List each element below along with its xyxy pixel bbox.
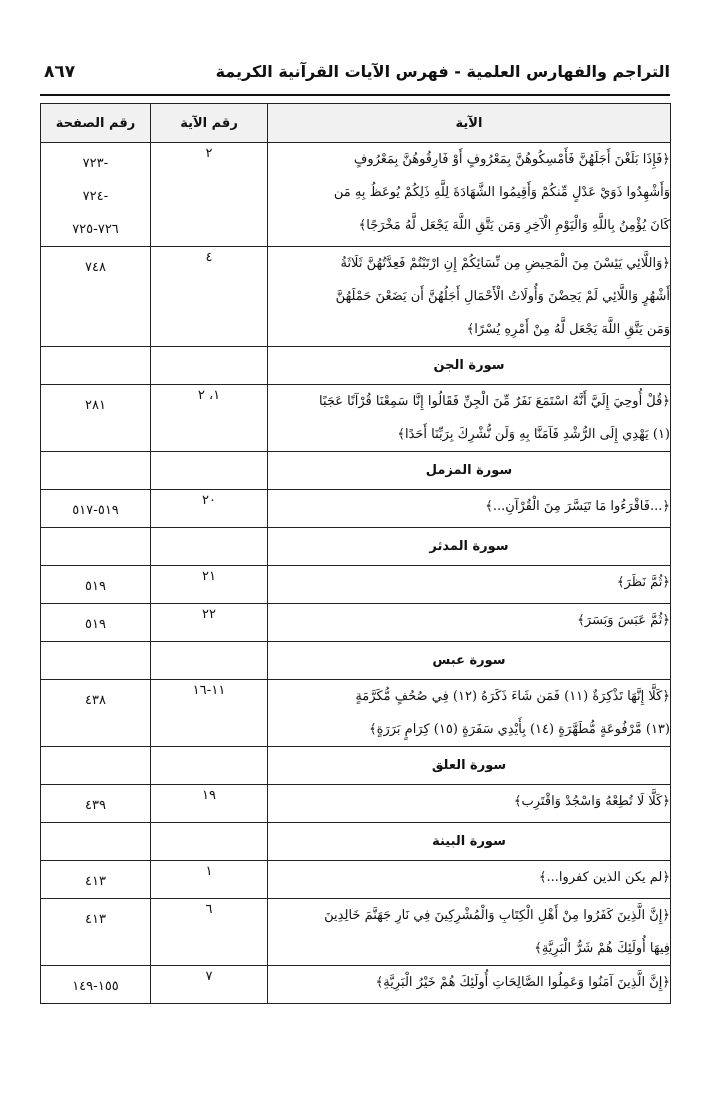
- page-reference: -٧٢٣: [82, 156, 109, 171]
- ayah-number-cell: ٢٢: [151, 604, 268, 642]
- page-number-cell: [41, 861, 151, 899]
- surah-name: سورة المزمل: [268, 452, 671, 490]
- ayah-text-cell: [268, 899, 671, 966]
- surah-heading-row: [41, 347, 671, 385]
- surah-heading-row: [41, 823, 671, 861]
- empty-cell: [151, 452, 268, 490]
- ayah-number-cell: ١٩: [151, 785, 268, 823]
- page-header: [40, 60, 670, 90]
- empty-cell: [151, 642, 268, 680]
- ayah-line: (١٣) مَّرْفُوعَةٍ مُّطَهَّرَةٍ (١٤) بِأَيْدِي سَفَرَةٍ (١٥) كِرَامٍ بَرَرَةٍ﴾: [369, 722, 670, 737]
- ayah-text-cell: [268, 785, 671, 823]
- ayah-line: ﴿إِنَّ الَّذِينَ كَفَرُوا مِنْ أَهْلِ الْكِتَابِ وَالْمُشْرِكِينَ فِي نَارِ جَهَنَّمَ خَالِدِينَ: [324, 908, 670, 923]
- running-title: التراجم والفهارس العلمية - فهرس الآيات القرآنية الكريمة: [215, 62, 670, 81]
- surah-name: سورة العلق: [268, 747, 671, 785]
- page-number-cell: [41, 966, 151, 1004]
- page-number: ٨٦٧: [44, 62, 76, 82]
- ayah-text-cell: [268, 143, 671, 247]
- ayah-text-cell: [268, 566, 671, 604]
- column-header-ayah-number: رقم الآية: [151, 104, 268, 143]
- surah-name: سورة المدثر: [268, 528, 671, 566]
- surah-heading-row: [41, 528, 671, 566]
- ayah-number-cell: ١، ٢: [151, 385, 268, 452]
- empty-cell: [151, 347, 268, 385]
- page-number-cell: [41, 899, 151, 966]
- surah-name: سورة عبس: [268, 642, 671, 680]
- surah-heading-row: [41, 747, 671, 785]
- ayah-number-cell: ٢٠: [151, 490, 268, 528]
- page-number-cell: [41, 604, 151, 642]
- ayah-line: كَانَ يُؤْمِنُ بِاللَّهِ وَالْيَوْمِ الْآخِرِ وَمَن يَتَّقِ اللَّهَ يَجْعَل لَّهُ مَخْرَجًا﴾: [358, 218, 670, 233]
- table-header-row: [41, 104, 671, 143]
- page-number-cell: [41, 247, 151, 347]
- ayah-number-cell: ٢: [151, 143, 268, 247]
- page-number-cell: [41, 566, 151, 604]
- empty-cell: [151, 747, 268, 785]
- empty-cell: [41, 642, 151, 680]
- ayah-line: فِيهَا أُولَئِكَ هُمْ شَرُّ الْبَرِيَّةِ﴾: [534, 941, 670, 956]
- empty-cell: [41, 528, 151, 566]
- ayah-line: ﴿كَلَّا إِنَّهَا تَذْكِرَةٌ (١١) فَمَن شَاءَ ذَكَرَهُ (١٢) فِي صُحُفٍ مُّكَرَّمَةٍ: [355, 689, 670, 704]
- column-header-page-number: رقم الصفحة: [41, 104, 151, 143]
- ayah-number-cell: ٢١: [151, 566, 268, 604]
- table-row: [41, 143, 671, 247]
- table-row: [41, 861, 671, 899]
- page-number-cell: [41, 385, 151, 452]
- ayah-line: ﴿كَلَّا لَا تُطِعْهُ وَاسْجُدْ وَاقْتَرِب﴾: [513, 794, 670, 809]
- page-reference: ٢٨١: [85, 398, 106, 413]
- empty-cell: [41, 452, 151, 490]
- ayah-line: ﴿وَاللَّائِي يَئِسْنَ مِنَ الْمَحِيضِ مِن نِّسَائِكُمْ إِنِ ارْتَبْتُمْ فَعِدَّتُهُنَّ ثَلَاثَةُ: [340, 256, 670, 271]
- ayah-line: (١) يَهْدِي إِلَى الرُّشْدِ فَآمَنَّا بِهِ وَلَن نُّشْرِكَ بِرَبِّنَا أَحَدًا﴾: [397, 427, 670, 442]
- page-reference: ٧٤٨: [85, 260, 106, 275]
- ayah-text-cell: [268, 861, 671, 899]
- header-divider: [40, 94, 670, 96]
- page-reference: ٤٣٩: [85, 798, 106, 813]
- page-reference: ٥١٩: [85, 617, 106, 632]
- ayah-index-table: [40, 103, 671, 1004]
- ayah-number-cell: ١: [151, 861, 268, 899]
- page-number-cell: [41, 490, 151, 528]
- ayah-number-cell: ٧: [151, 966, 268, 1004]
- table-row: [41, 385, 671, 452]
- page-number-cell: [41, 143, 151, 247]
- empty-cell: [41, 747, 151, 785]
- page-reference: ٧٢٦-٧٢٥: [72, 222, 119, 237]
- ayah-text-cell: [268, 247, 671, 347]
- ayah-line: ﴿لم يكن الذين كفروا...﴾: [538, 870, 670, 885]
- ayah-line: ﴿إِنَّ الَّذِينَ آمَنُوا وَعَمِلُوا الصَّالِحَاتِ أُولَئِكَ هُمْ خَيْرُ الْبَرِيَّةِ﴾: [375, 975, 670, 990]
- ayah-text-cell: [268, 680, 671, 747]
- table-body: [41, 143, 671, 1004]
- table-row: [41, 899, 671, 966]
- ayah-line: أَشْهُرٍ وَاللَّائِي لَمْ يَحِضْنَ وَأُولَاتُ الْأَحْمَالِ أَجَلُهُنَّ أَن يَضَعْنَ حَمْلَهُنَّ: [335, 289, 670, 304]
- empty-cell: [151, 823, 268, 861]
- ayah-number-cell: ١١-١٦: [151, 680, 268, 747]
- ayah-text-cell: [268, 490, 671, 528]
- page-number-cell: [41, 680, 151, 747]
- ayah-line: ﴿...فَاقْرَءُوا مَا تَيَسَّرَ مِنَ الْقُرْآنِ...﴾: [485, 499, 670, 514]
- empty-cell: [151, 528, 268, 566]
- ayah-line: ﴿فَإِذَا بَلَغْنَ أَجَلَهُنَّ فَأَمْسِكُوهُنَّ بِمَعْرُوفٍ أَوْ فَارِقُوهُنَّ بِمَعْرُوفٍ: [353, 152, 670, 167]
- table-row: [41, 490, 671, 528]
- surah-heading-row: [41, 642, 671, 680]
- page-reference: ٤١٣: [85, 874, 106, 889]
- ayah-line: ﴿ثُمَّ عَبَسَ وَبَسَرَ﴾: [577, 613, 670, 628]
- ayah-text-cell: [268, 385, 671, 452]
- ayah-line: ﴿قُلْ أُوحِيَ إِلَيَّ أَنَّهُ اسْتَمَعَ نَفَرٌ مِّنَ الْجِنِّ فَقَالُوا إِنَّا سَمِعْنَا قُرْآنًا عَجَبًا: [319, 394, 670, 409]
- surah-heading-row: [41, 452, 671, 490]
- page-reference: ٥١٩: [85, 579, 106, 594]
- ayah-text-cell: [268, 966, 671, 1004]
- page-reference: ٤٣٨: [85, 693, 106, 708]
- table-row: [41, 966, 671, 1004]
- column-header-ayah: الآية: [268, 104, 671, 143]
- ayah-text-cell: [268, 604, 671, 642]
- ayah-line: ﴿ثُمَّ نَظَرَ﴾: [616, 575, 670, 590]
- page-reference: ١٥٥-١٤٩: [72, 979, 119, 994]
- ayah-number-cell: ٤: [151, 247, 268, 347]
- page-reference: ٤١٣: [85, 912, 106, 927]
- empty-cell: [41, 823, 151, 861]
- table-row: [41, 680, 671, 747]
- page-reference: ٥١٩-٥١٧: [72, 503, 119, 518]
- empty-cell: [41, 347, 151, 385]
- page-number-cell: [41, 785, 151, 823]
- table-row: [41, 247, 671, 347]
- ayah-line: وَأَشْهِدُوا ذَوَيْ عَدْلٍ مِّنكُمْ وَأَقِيمُوا الشَّهَادَةَ لِلَّهِ ذَلِكُمْ يُوعَظُ بِهِ مَن: [333, 185, 670, 200]
- page-reference: -٧٢٤: [82, 189, 109, 204]
- ayah-number-cell: ٦: [151, 899, 268, 966]
- table-row: [41, 604, 671, 642]
- ayah-line: وَمَن يَتَّقِ اللَّهَ يَجْعَل لَّهُ مِنْ أَمْرِهِ يُسْرًا﴾: [466, 322, 670, 337]
- table-row: [41, 785, 671, 823]
- surah-name: سورة البينة: [268, 823, 671, 861]
- surah-name: سورة الجن: [268, 347, 671, 385]
- table-row: [41, 566, 671, 604]
